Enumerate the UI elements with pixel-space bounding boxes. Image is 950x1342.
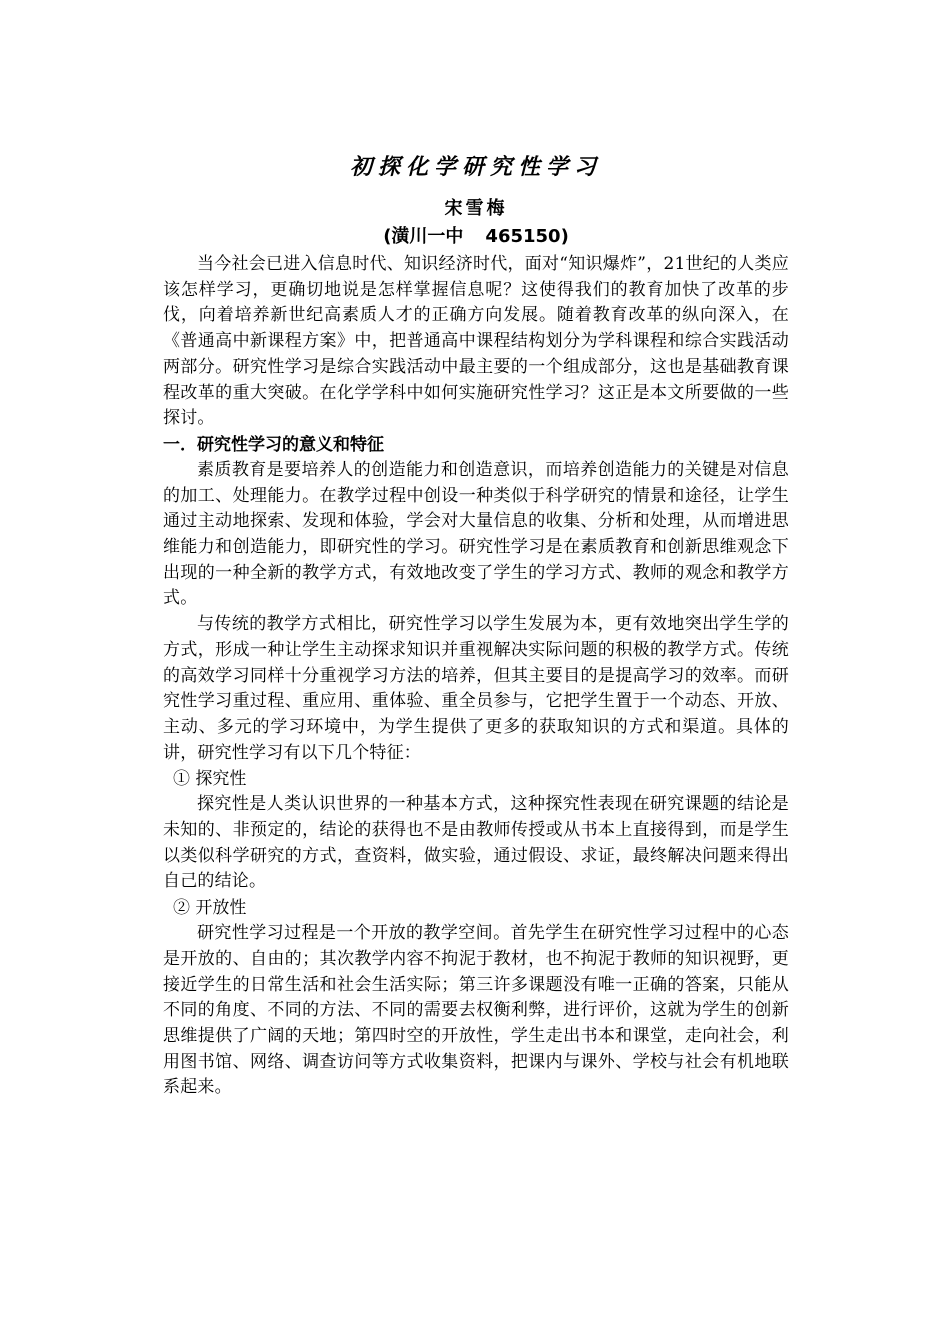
affiliation-school: 潢川一中 [391, 226, 464, 247]
author-affiliation [163, 222, 789, 252]
author-name: 宋雪梅 [444, 198, 508, 219]
affiliation-open-paren: ( [383, 226, 392, 247]
document-page [163, 150, 789, 1101]
section-paragraph-2: 与传统的教学方式相比，研究性学习以学生发展为本，更有效地突出学生学的方式，形成一种让学生主动探求知识并重视解决实际问题的积极的教学方式。传统的高效学习同样十分重视学习方法的培养，但其主要目的是提高学习的效率。而研究性学习重过程、重应用、重体验、重全员参与，它把学生置于一个动态、开放、主动、多元的学习环境中，为学生提供了更多的获取知识的方式和渠道。具体的讲，研究性学习有以下几个特征： [163, 614, 789, 763]
section-heading: 一．研究性学习的意义和特征 [163, 434, 384, 455]
intro-paragraph: 当今社会已进入信息时代、知识经济时代，面对“知识爆炸”，21世纪的人类应该怎样学习，更确切地说是怎样掌握信息呢？这使得我们的教育加快了改革的步伐，向着培养新世纪高素质人才的正确方向发展。随着教育改革的纵向深入，在《普通高中新课程方案》中，把普通高中课程结构划分为学科课程和综合实践活动两部分。研究性学习是综合实践活动中最主要的一个组成部分，这也是基础教育课程改革的重大突破。在化学学科中如何实施研究性学习？这正是本文所要做的一些探讨。 [163, 254, 789, 429]
affiliation-postal-code: 465150 [485, 226, 561, 247]
feature-text-openness: 研究性学习过程是一个开放的教学空间。首先学生在研究性学习过程中的心态是开放的、自由的；其次教学内容不拘泥于教材，也不拘泥于教师的知识视野，更接近学生的日常生活和社会生活实际；第三许多课题没有唯一正确的答案，只能从不同的角度、不同的方法、不同的需要去权衡利弊，进行评价，这就为学生的创新思维提供了广阔的天地；第四时空的开放性，学生走出书本和课堂，走向社会，利用图书馆、网络、调查访问等方式收集资料，把课内与课外、学校与社会有机地联系起来。 [163, 923, 789, 1098]
feature-text-inquiry: 探究性是人类认识世界的一种基本方式，这种探究性表现在研究课题的结论是未知的、非预定的，结论的获得也不是由教师传授或从书本上直接得到，而是学生以类似科学研究的方式，查资料，做实验，通过假设、求证，最终解决问题来得出自己的结论。 [163, 794, 789, 892]
section-paragraph-1: 素质教育是要培养人的创造能力和创造意识，而培养创造能力的关键是对信息的加工、处理能力。在教学过程中创设一种类似于科学研究的情景和途径，让学生通过主动地探索、发现和体验，学会对大量信息的收集、分析和处理，从而增进思维能力和创造能力，即研究性的学习。研究性学习是在素质教育和创新思维观念下出现的一种全新的教学方式，有效地改变了学生的学习方式、教师的观念和教学方式。 [163, 459, 789, 609]
feature-label-inquiry: ① 探究性 [173, 769, 247, 790]
affiliation-close-paren: ) [560, 226, 569, 247]
document-title: 初探化学研究性学习 [349, 155, 602, 180]
feature-label-openness: ② 开放性 [173, 898, 247, 919]
